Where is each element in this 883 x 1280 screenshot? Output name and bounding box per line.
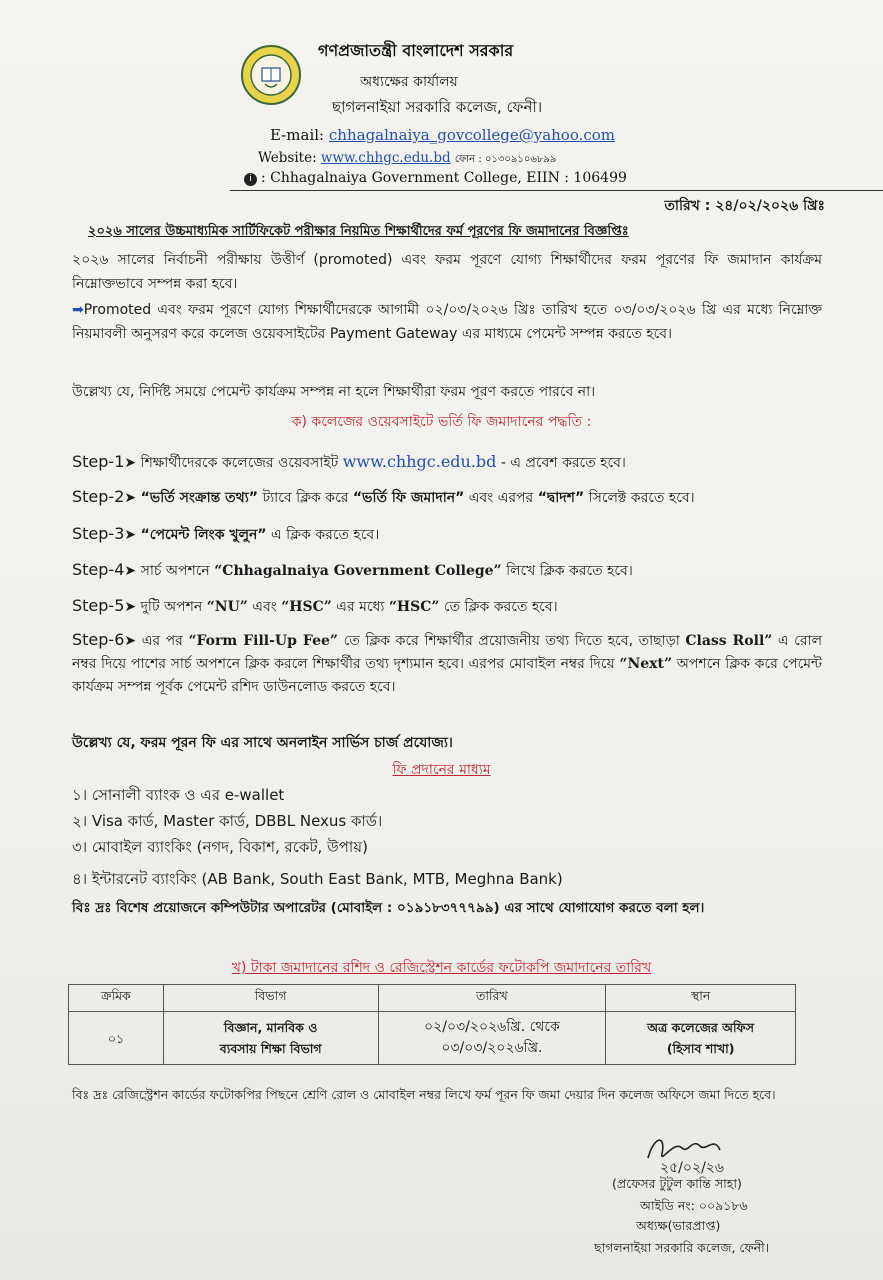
info-icon: i: [244, 173, 257, 186]
signature-date: ২৫/০২/২৬: [660, 1160, 725, 1176]
contact-note: বিঃ দ্রঃ বিশেষ প্রয়োজনে কম্পিউটার অপারেটর (মোবাইল : ০১৯১৮৩৭৭৭৯৯) এর সাথে যোগাযোগ করতে বলা হল।: [72, 900, 705, 916]
step-label: Step-6: [72, 630, 125, 649]
step-4: [72, 558, 832, 583]
service-charge-note: উল্লেখ্য যে, ফরম পূরন ফি এর সাথে অনলাইন সার্ভিস চার্জ প্রযোজ্য।: [72, 735, 453, 751]
step-text: “HSC”: [281, 599, 332, 615]
step-text: দুটি অপশন: [140, 599, 203, 615]
step-text: অপশনে ক্লিক করে পেমেন্ট কার্যক্রম সম্পন্ন পূর্বক পেমেন্ট রশিদ ডাউনলোড করতে হবে।: [72, 656, 823, 695]
table-cell-department: [163, 1012, 378, 1065]
payment-method-item: ২। Visa কার্ড, Master কার্ড, DBBL Nexus কার্ড।: [72, 812, 383, 830]
step-label: Step-2: [72, 487, 125, 506]
step-6: [72, 628, 822, 699]
step-website-link[interactable]: www.chhgc.edu.bd: [342, 452, 497, 471]
payment-method-item: ১। সোনালী ব্যাংক ও এর e-wallet: [72, 786, 285, 804]
step-1: [72, 450, 832, 475]
paragraph-payment-text: Promoted এবং ফরম পূরণে যোগ্য শিক্ষার্থীদেরকে আগামী ০২/০৩/২০২৬ খ্রিঃ তারিখ হতে ০৩/০৩/২০২৬ খ্রি এর মধ্যে নিম্নোক্ত নিয়মাবলী অনুসরণ করে কলেজ ওয়েবসাইটের Payment Gateway এর মাধ্যমে পেমেন্ট সম্পন্ন করতে হবে।: [72, 302, 822, 342]
signer-name: (প্রফেসর টুটুল কান্তি সাহা): [612, 1176, 742, 1191]
registration-card-note: বিঃ দ্রঃ রেজিস্ট্রেশন কার্ডের ফটোকপির পিছনে শ্রেণি রোল ও মোবাইল নম্বর লিখে ফর্ম পূরন ফি জমা দেয়ার দিন কলেজ অফিসে জমা দিতে হবে।: [72, 1087, 776, 1102]
step-label: Step-3: [72, 524, 125, 543]
date-line: ০৩/০৩/২০২৬খ্রি.: [441, 1040, 543, 1056]
signer-id: আইডি নং: ০০৯১৮৬: [640, 1198, 748, 1213]
step-marker-icon: ➤: [124, 599, 137, 615]
step-text: “Chhagalnaiya Government College”: [214, 563, 502, 579]
payment-method-item: ৪। ইন্টারনেট ব্যাংকিং (AB Bank, South East Bank, MTB, Meghna Bank): [72, 870, 563, 888]
step-label: Step-4: [72, 560, 125, 579]
table-header-cell: বিভাগ: [163, 985, 378, 1012]
step-text: এ ক্লিক করতে হবে।: [271, 527, 380, 543]
step-2: [72, 485, 832, 510]
step-text: এর পর: [141, 633, 183, 649]
step-text: ট্যাবে ক্লিক করে: [262, 490, 349, 506]
table-header-cell: তারিখ: [378, 985, 606, 1012]
step-text: “HSC”: [388, 599, 440, 615]
step-text: সার্চ অপশনে: [140, 563, 210, 579]
section-a-title: ক) কলেজের ওয়েবসাইটে ভর্তি ফি জমাদানের পদ্ধতি :: [291, 414, 592, 430]
step-text: তে ক্লিক করতে হবে।: [443, 599, 558, 615]
website-label: Website:: [258, 150, 317, 166]
step-text: “দ্বাদশ”: [537, 490, 585, 506]
header-divider: [230, 190, 883, 191]
step-text: এ রোল নম্বর দিয়ে পাশের সার্চ অপশনে ক্লিক করলে শিক্ষার্থীর তথ্য দৃশ্যমান হবে। এরপর মোবাইল নম্বর দিয়ে: [72, 633, 823, 672]
step-text: লিখে ক্লিক করতে হবে।: [506, 563, 633, 579]
step-marker-icon: ➤: [124, 633, 137, 649]
signer-institution: ছাগলনাইয়া সরকারি কলেজ, ফেনী।: [594, 1240, 770, 1255]
step-text: এর মধ্যে: [336, 599, 385, 615]
table-cell-serial: ০১: [69, 1012, 164, 1065]
payment-methods-title: ফি প্রদানের মাধ্যম: [392, 762, 491, 778]
email-line: [270, 126, 615, 144]
college-seal-logo: [240, 44, 302, 106]
principal-signature: [640, 1128, 770, 1176]
step-text: Class Roll”: [685, 633, 773, 649]
website-line: [258, 150, 556, 169]
step-marker-icon: ➤: [124, 563, 137, 579]
payment-method-item: ৩। মোবাইল ব্যাংকিং (নগদ, বিকাশ, রকেট, উপায়): [72, 838, 368, 856]
step-5: [72, 594, 832, 619]
department-line: বিজ্ঞান, মানবিক ও: [223, 1020, 318, 1035]
paragraph-intro: ২০২৬ সালের নির্বাচনী পরীক্ষায় উত্তীর্ণ (promoted) এবং ফরম পূরণে যোগ্য শিক্ষার্থীদের ফরম পূরণের ফি জমাদান কার্যক্রম নিম্নোক্তভাবে সম্পন্ন করা হবে।: [72, 252, 822, 292]
step-text: সিলেক্ট করতে হবে।: [588, 490, 695, 506]
place-line: (হিসাব শাখা): [666, 1041, 735, 1056]
notice-title: ২০২৬ সালের উচ্চমাধ্যমিক সার্টিফিকেট পরীক্ষার নিয়মিত শিক্ষার্থীদের ফর্ম পূরণের ফি জমাদানের বিজ্ঞপ্তিঃ: [88, 224, 629, 239]
submission-schedule-table: [68, 984, 796, 1065]
arrow-icon: ➡: [72, 302, 84, 318]
step-text: “Next”: [619, 656, 673, 672]
eiin-text: : Chhagalnaiya Government College, EIIN : 106499: [261, 170, 627, 186]
table-header-row: [69, 985, 796, 1012]
office-name: অধ্যক্ষের কার্যালয়: [360, 74, 458, 90]
email-link[interactable]: chhagalnaiya_govcollege@yahoo.com: [328, 126, 616, 144]
step-3: [72, 522, 832, 547]
step-label: Step-1: [72, 452, 125, 471]
phone-number: ফোন : ০১৩০৯১০৬৮৯৯: [454, 154, 557, 165]
table-cell-place: [606, 1012, 796, 1065]
step-text: “NU”: [206, 599, 248, 615]
date-line: ০২/০৩/২০২৬খ্রি. থেকে: [424, 1019, 560, 1035]
table-row: [69, 1012, 796, 1065]
step-text: - এ প্রবেশ করতে হবে।: [500, 455, 626, 471]
step-marker-icon: ➤: [124, 490, 137, 506]
paragraph-deadline-warning: উল্লেখ্য যে, নির্দিষ্ট সময়ে পেমেন্ট কার্যক্রম সম্পন্ন না হলে শিক্ষার্থীরা ফরম পূরণ করতে পারবে না।: [72, 384, 596, 400]
place-line: অত্র কলেজের অফিস: [647, 1020, 754, 1035]
table-header-cell: স্থান: [606, 985, 796, 1012]
paragraph-payment-window: [72, 298, 822, 346]
table-header-cell: ক্রমিক: [69, 985, 164, 1012]
step-text: এবং এরপর: [468, 490, 534, 506]
signer-designation: অধ্যক্ষ(ভারপ্রাপ্ত): [636, 1218, 721, 1233]
table-cell-date: [378, 1012, 606, 1065]
step-marker-icon: ➤: [124, 527, 137, 543]
government-name: গণপ্রজাতন্ত্রী বাংলাদেশ সরকার: [318, 41, 514, 60]
eiin-line: [244, 170, 627, 186]
step-text: “ভর্তি সংক্রান্ত তথ্য”: [140, 490, 258, 506]
step-label: Step-5: [72, 596, 125, 615]
step-text: “ভর্তি ফি জমাদান”: [352, 490, 465, 506]
email-label: E-mail:: [270, 126, 325, 144]
step-text: শিক্ষার্থীদেরকে কলেজের ওয়েবসাইট: [140, 455, 339, 471]
college-name: ছাগলনাইয়া সরকারি কলেজ, ফেনী।: [332, 98, 543, 116]
department-line: ব্যবসায় শিক্ষা বিভাগ: [219, 1041, 322, 1056]
notice-date: তারিখ : ২৪/০২/২০২৬ খ্রিঃ: [664, 198, 825, 214]
step-text: তে ক্লিক করে শিক্ষার্থীর প্রয়োজনীয় তথ্য দিতে হবে, তাছাড়া: [343, 633, 680, 649]
step-marker-icon: ➤: [124, 455, 137, 471]
step-text: “Form Fill-Up Fee”: [188, 633, 338, 649]
website-link[interactable]: www.chhgc.edu.bd: [320, 150, 451, 166]
section-b-title: খ) টাকা জমাদানের রশিদ ও রেজিস্ট্রেশন কার্ডের ফটোকপি জমাদানের তারিখ: [231, 960, 652, 976]
step-text: “পেমেন্ট লিংক খুলুন”: [140, 527, 267, 543]
step-text: এবং: [252, 599, 277, 615]
